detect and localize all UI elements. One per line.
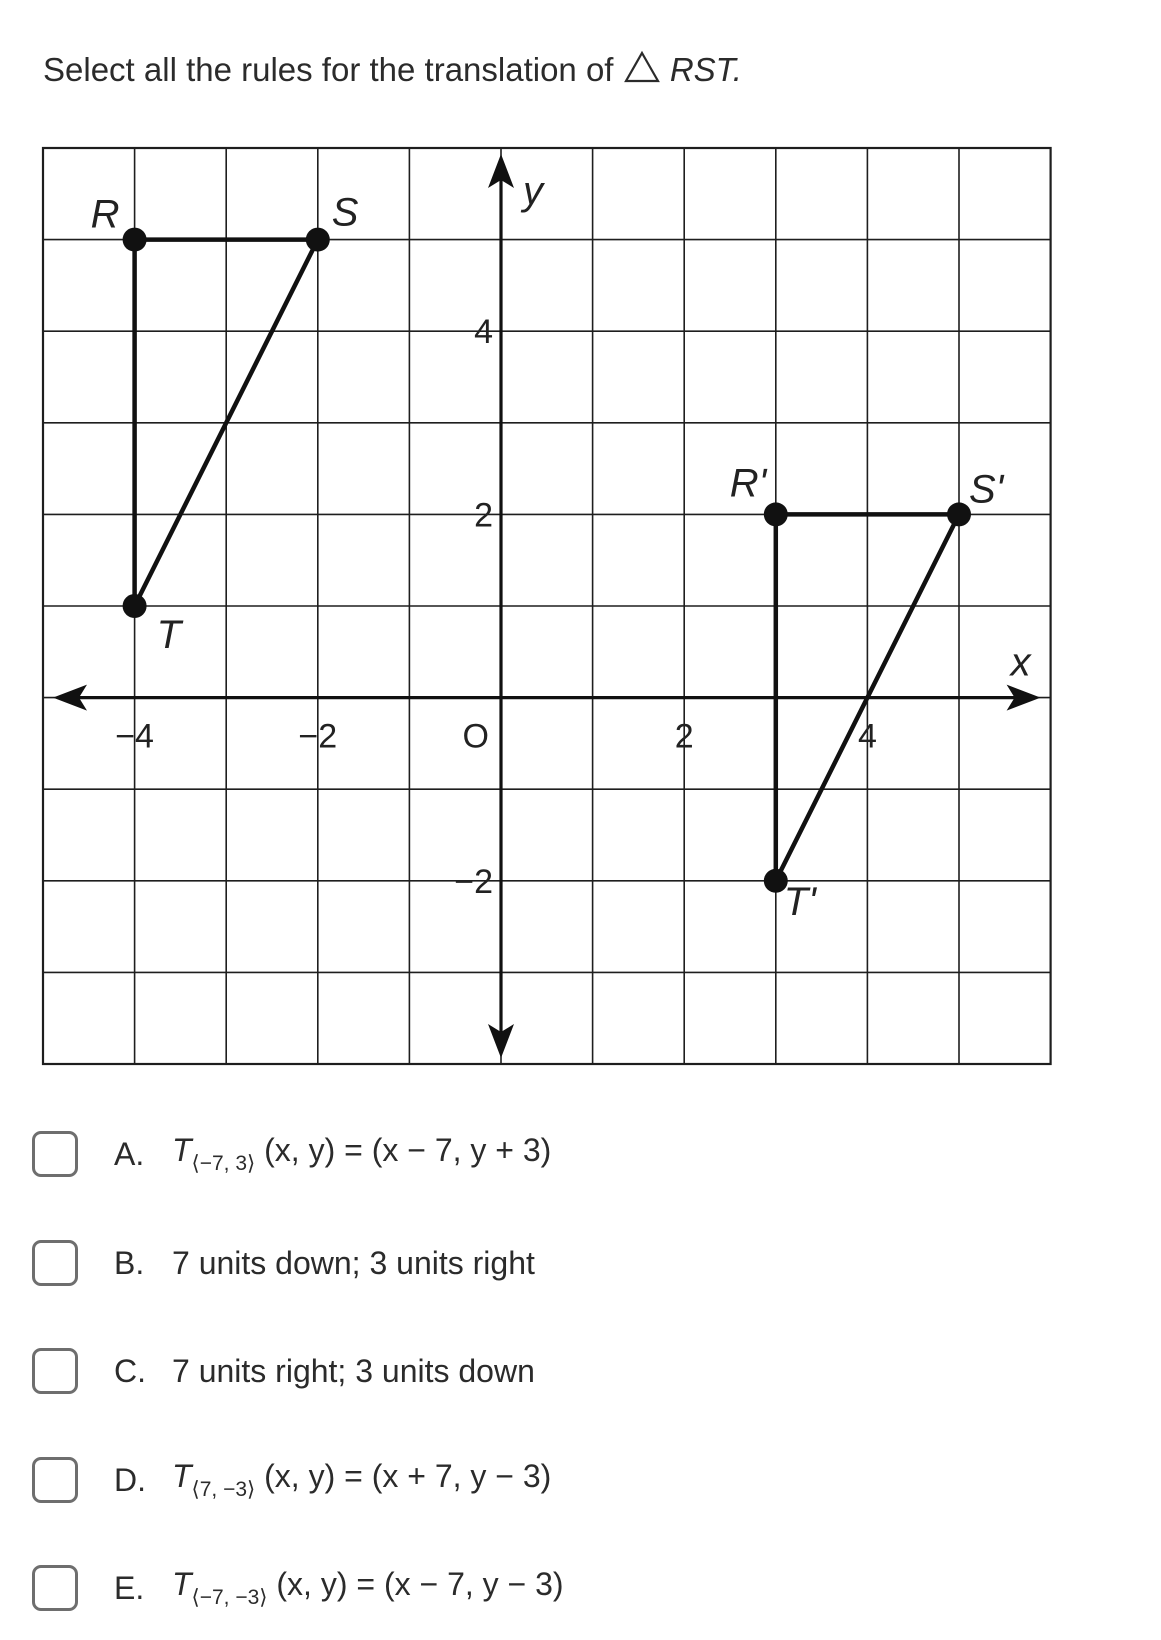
translation-vector: ⟨7, −3⟩ <box>191 1478 256 1501</box>
choice-text <box>172 1132 551 1176</box>
image-vertex-r-prime <box>764 502 788 526</box>
original-vertex-t <box>123 594 147 618</box>
vertex-label-t: T <box>156 613 182 657</box>
origin-label: O <box>462 717 489 756</box>
translation-vector: ⟨−7, −3⟩ <box>191 1586 268 1609</box>
translation-vector: ⟨−7, 3⟩ <box>191 1152 256 1175</box>
choice-letter: C. <box>114 1352 146 1389</box>
y-tick-label: −2 <box>454 862 493 901</box>
image-vertex-s-prime <box>947 502 971 526</box>
translation-symbol: T <box>172 1132 192 1168</box>
translation-rule: (x, y) = (x − 7, y + 3) <box>255 1132 552 1168</box>
y-tick-label: 4 <box>474 313 493 352</box>
x-tick-label: −2 <box>298 717 338 756</box>
choice-text <box>172 1566 564 1610</box>
choice-letter: B. <box>114 1244 145 1281</box>
checkbox[interactable] <box>32 1240 78 1286</box>
translation-symbol: T <box>172 1458 192 1494</box>
choice-letter: A. <box>114 1135 145 1172</box>
choice-text: 7 units right; 3 units down <box>172 1352 535 1389</box>
x-tick-label: 2 <box>674 717 694 756</box>
checkbox[interactable] <box>32 1457 78 1503</box>
checkbox[interactable] <box>32 1565 78 1611</box>
translation-rule: (x, y) = (x − 7, y − 3) <box>267 1566 564 1602</box>
vertex-label-r: R <box>90 192 120 237</box>
translation-rule: (x, y) = (x + 7, y − 3) <box>255 1458 552 1494</box>
x-tick-label: 4 <box>857 717 877 756</box>
choice-text <box>172 1458 551 1502</box>
checkbox[interactable] <box>32 1348 78 1394</box>
choice-a[interactable] <box>32 1128 551 1180</box>
choice-letter: E. <box>114 1569 145 1606</box>
choice-b[interactable] <box>32 1237 535 1289</box>
vertex-label-s: S <box>331 190 359 235</box>
original-vertex-s <box>306 228 330 252</box>
choice-text: 7 units down; 3 units right <box>172 1244 535 1281</box>
choice-c[interactable] <box>32 1345 535 1397</box>
vertex-label-r-prime: R' <box>729 461 767 506</box>
y-tick-label: 2 <box>474 496 493 535</box>
triangle-name: RST. <box>669 51 742 88</box>
original-vertex-r <box>123 228 147 252</box>
choice-d[interactable] <box>32 1454 551 1506</box>
choice-e[interactable] <box>32 1562 564 1614</box>
y-axis-label: y <box>523 169 543 213</box>
checkbox[interactable] <box>32 1131 78 1177</box>
question-text: Select all the rules for the translation of <box>43 51 614 88</box>
choice-letter: D. <box>114 1461 146 1498</box>
x-axis-label: x <box>1010 640 1031 685</box>
vertex-label-s-prime: S' <box>969 467 1004 512</box>
vertex-label-t-prime: T' <box>783 879 816 924</box>
translation-symbol: T <box>172 1566 192 1602</box>
x-tick-label: −4 <box>115 717 154 756</box>
